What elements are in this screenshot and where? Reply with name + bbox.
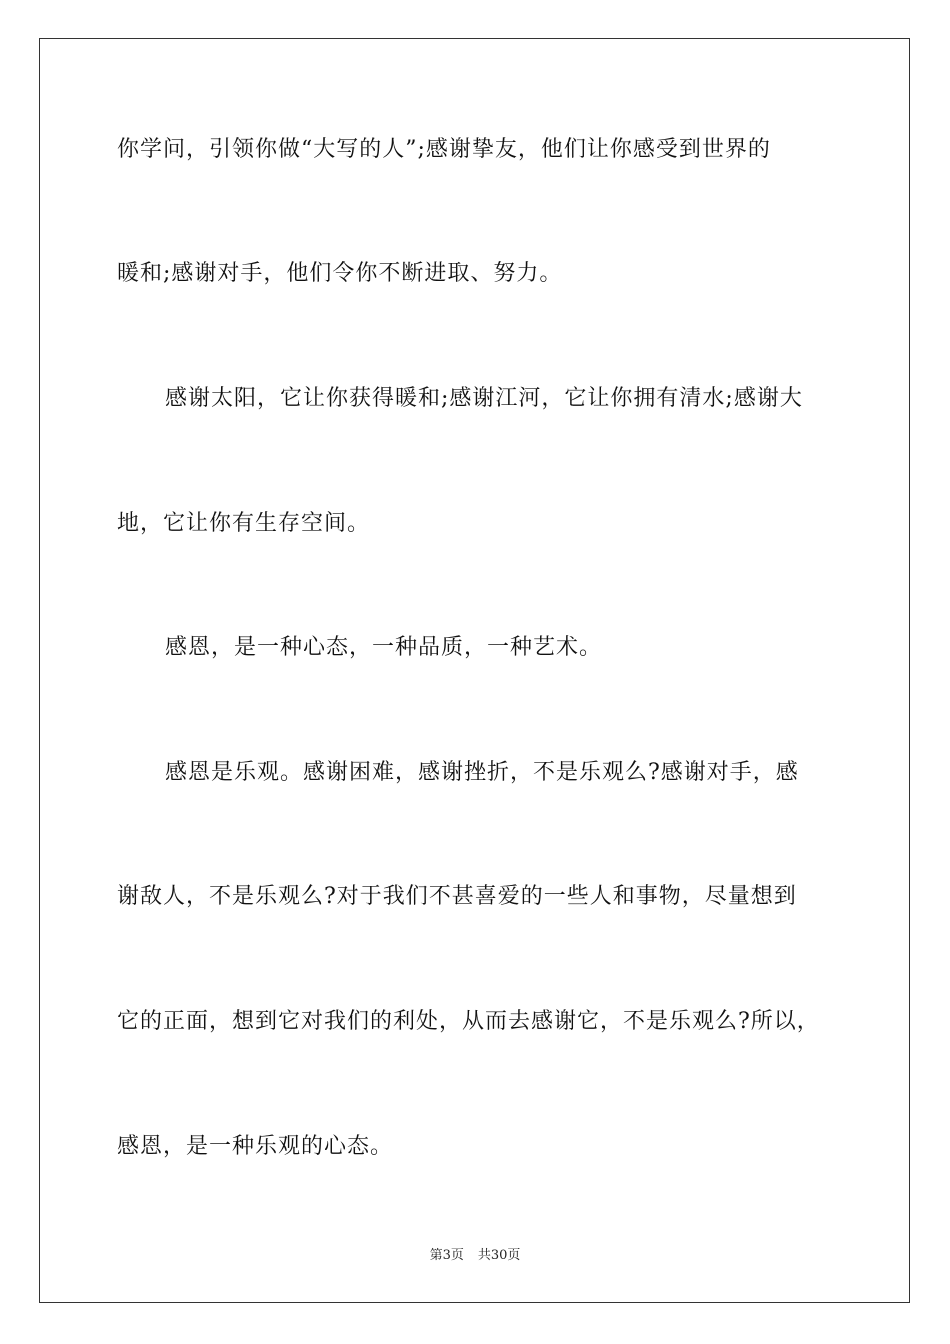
body-line-2: 暖和;感谢对手，他们令你不断进取、努力。 <box>117 261 563 286</box>
body-line-4: 地，它让你有生存空间。 <box>117 511 371 536</box>
current-page-label: 第3页 <box>429 1248 464 1263</box>
page-footer <box>0 1248 950 1264</box>
body-line-3: 感谢太阳，它让你获得暖和;感谢江河，它让你拥有清水;感谢大 <box>165 386 803 411</box>
body-line-9: 感恩，是一种乐观的心态。 <box>117 1134 394 1159</box>
total-pages-label: 共30页 <box>477 1248 521 1263</box>
body-line-5: 感恩，是一种心态，一种品质，一种艺术。 <box>165 635 603 660</box>
body-line-8: 它的正面，想到它对我们的利处，从而去感谢它，不是乐观么?所以， <box>117 1009 820 1034</box>
page-frame <box>39 38 910 1303</box>
body-line-6: 感恩是乐观。感谢困难，感谢挫折，不是乐观么?感谢对手，感 <box>165 760 799 785</box>
body-line-1: 你学问，引领你做“大写的人”;感谢挚友，他们让你感受到世界的 <box>117 137 771 162</box>
body-line-7: 谢敌人，不是乐观么?对于我们不甚喜爱的一些人和事物，尽量想到 <box>117 884 797 909</box>
